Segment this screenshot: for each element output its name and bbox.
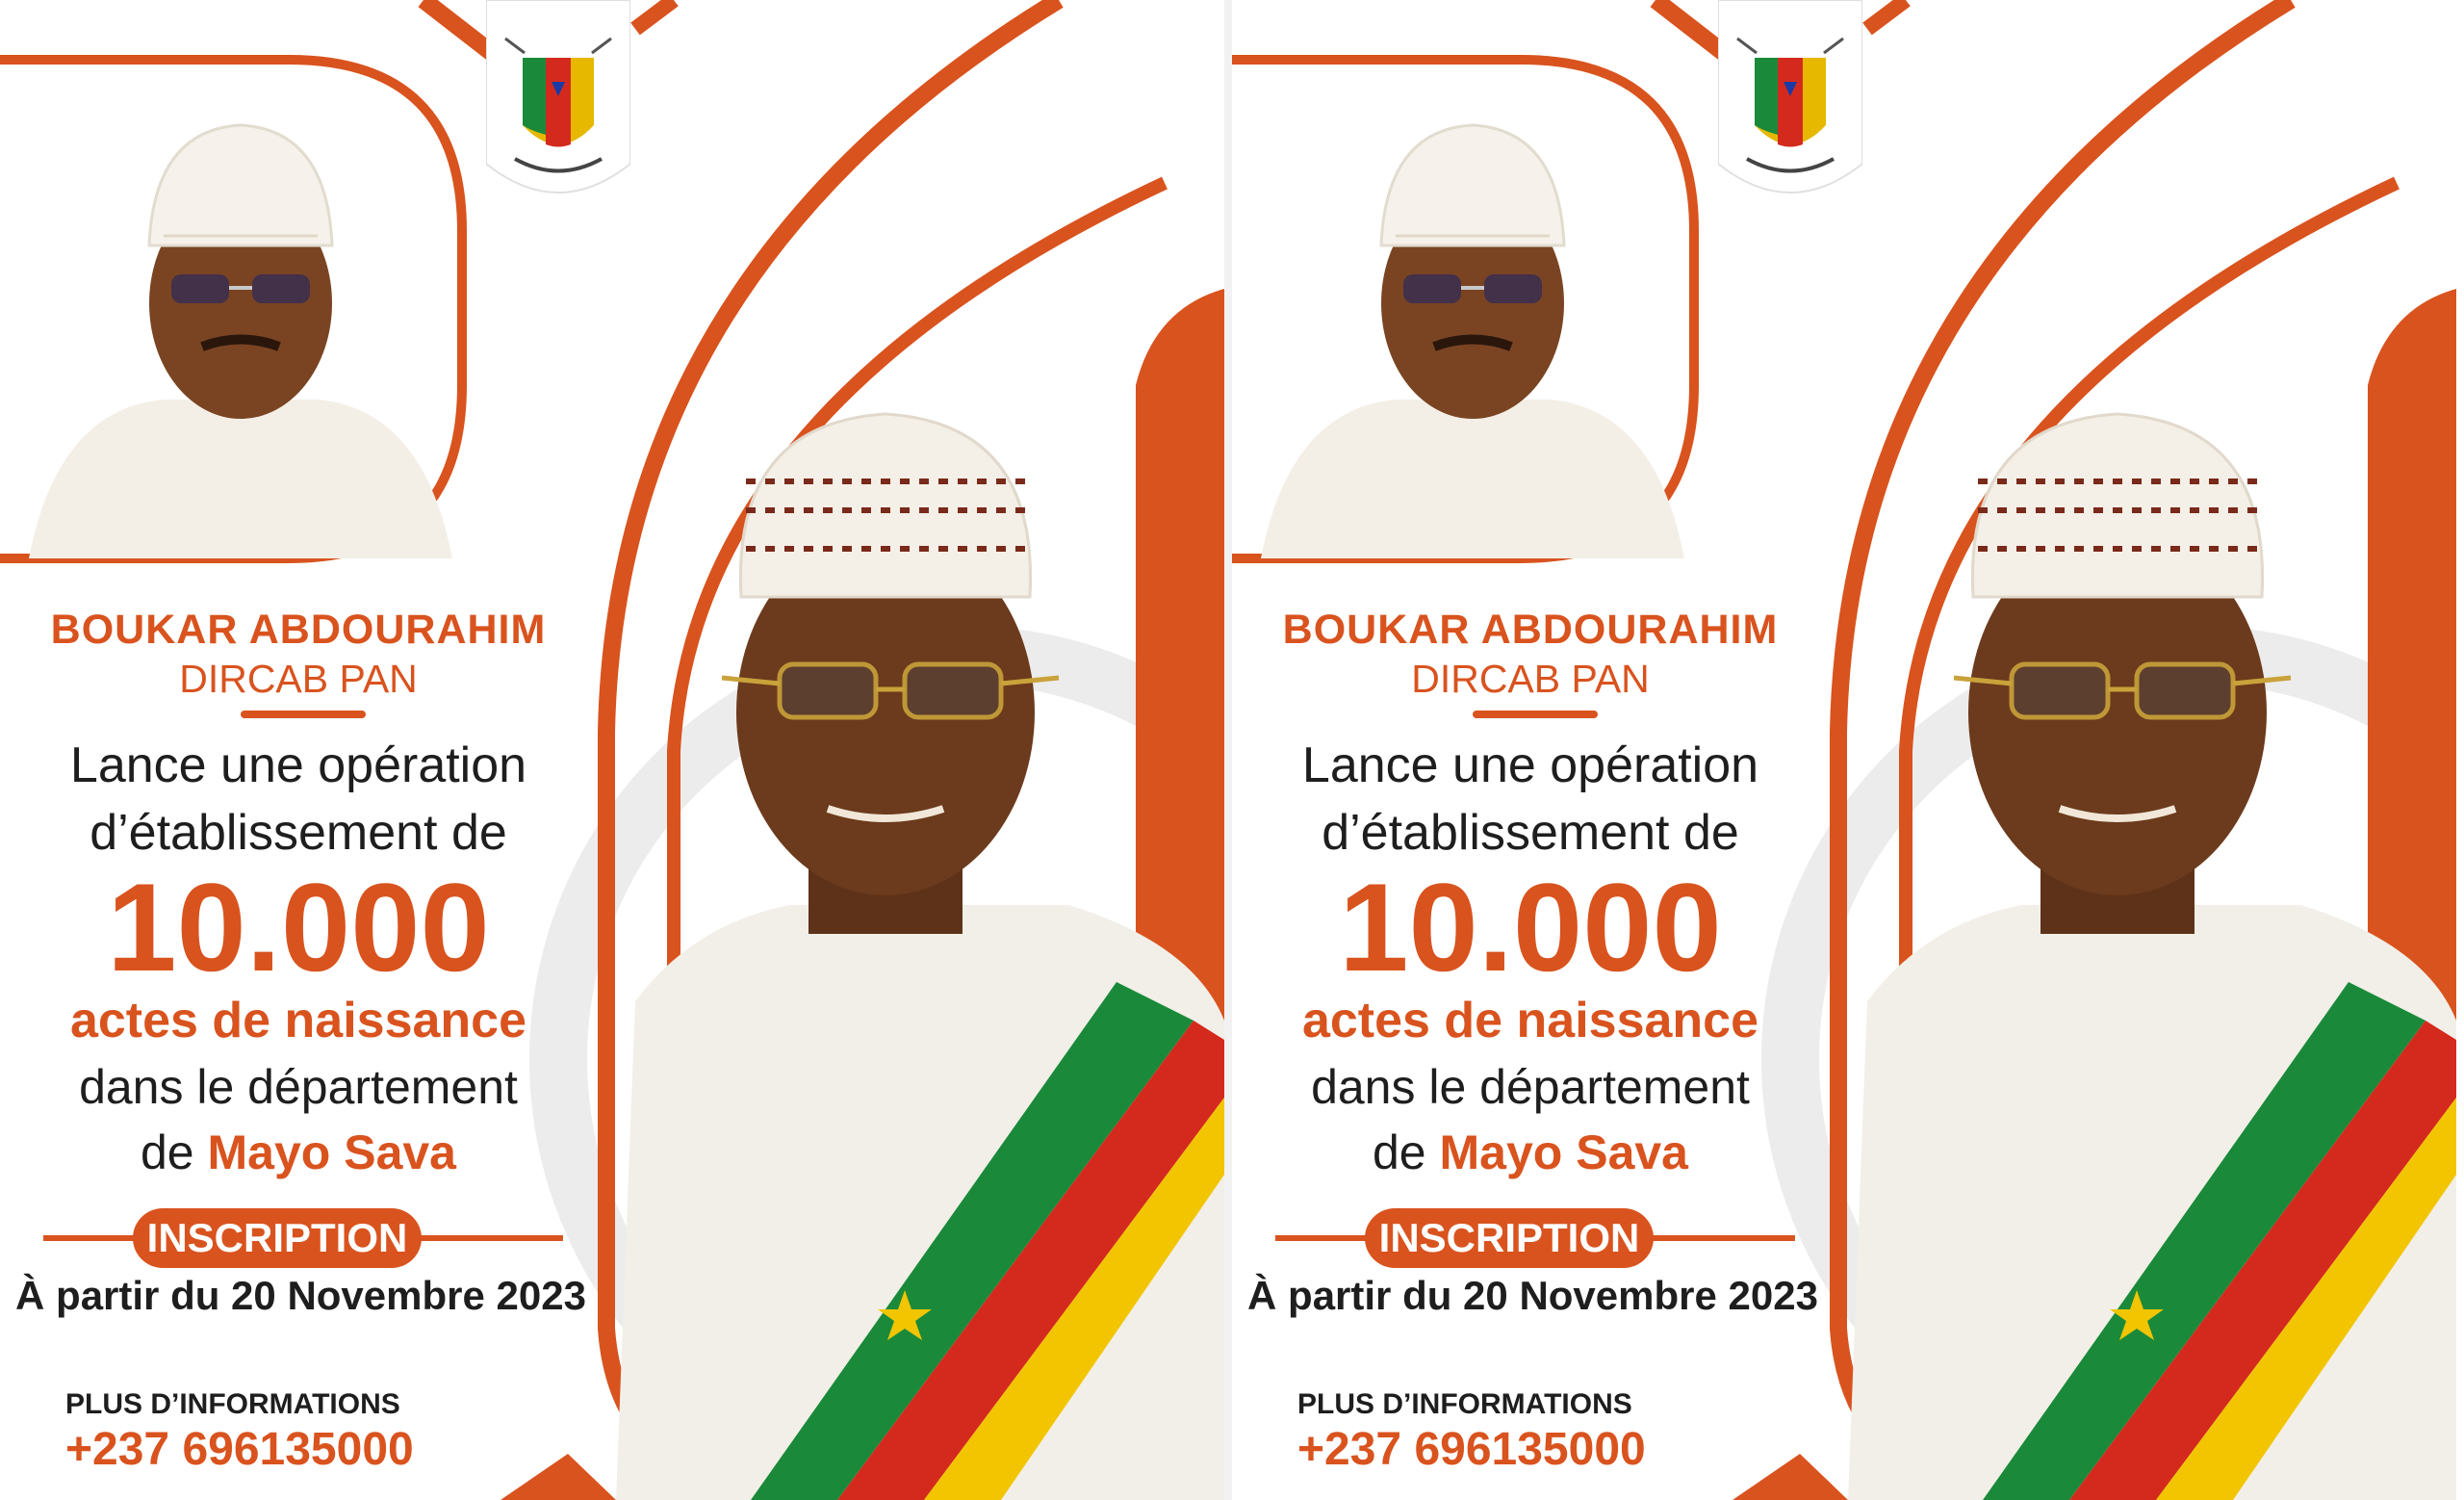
- acts-label: actes de naissance: [1301, 993, 1759, 1048]
- inscription-badge: INSCRIPTION: [133, 1208, 422, 1268]
- department-line: dans le département: [1311, 1060, 1750, 1114]
- person-role: DIRCAB PAN: [179, 657, 418, 701]
- info-label: PLUS D’INFORMATIONS: [1297, 1388, 1632, 1420]
- headline-line-2: d’établissement de: [1322, 805, 1739, 861]
- start-date: À partir du 20 Novembre 2023: [1247, 1273, 1818, 1318]
- info-label: PLUS D’INFORMATIONS: [65, 1388, 400, 1420]
- flyer-panel-right: [1232, 0, 2456, 1500]
- portrait-small: [1261, 91, 1684, 558]
- phone-number: +237 696135000: [1297, 1424, 1646, 1475]
- inscription-badge: INSCRIPTION: [1365, 1208, 1654, 1268]
- portrait-small: [29, 91, 452, 558]
- big-number: 10.000: [1339, 857, 1722, 997]
- place-line: de Mayo Sava: [1372, 1125, 1688, 1179]
- person-name: BOUKAR ABDOURAHIM: [50, 607, 547, 653]
- headline-line-1: Lance une opération: [1301, 737, 1759, 793]
- person-role: DIRCAB PAN: [1411, 657, 1650, 701]
- headline-line-1: Lance une opération: [69, 737, 527, 793]
- place-name: Mayo Sava: [207, 1125, 456, 1179]
- flyer-panel-left: [0, 0, 1224, 1500]
- phone-number: +237 696135000: [65, 1424, 414, 1475]
- name-underline: [1473, 711, 1598, 718]
- portrait-large: [616, 404, 1224, 1500]
- start-date: À partir du 20 Novembre 2023: [15, 1273, 586, 1318]
- department-line: dans le département: [79, 1060, 518, 1114]
- headline-line-2: d’établissement de: [90, 805, 507, 861]
- cameroon-emblem-icon: [486, 0, 630, 210]
- big-number: 10.000: [107, 857, 490, 997]
- person-name: BOUKAR ABDOURAHIM: [1282, 607, 1779, 653]
- name-underline: [241, 711, 366, 718]
- acts-label: actes de naissance: [69, 993, 527, 1048]
- cameroon-emblem-icon: [1718, 0, 1862, 210]
- portrait-large: [1848, 404, 2456, 1500]
- place-line: de Mayo Sava: [140, 1125, 456, 1179]
- place-name: Mayo Sava: [1439, 1125, 1688, 1179]
- panel-divider: [1224, 0, 1232, 1500]
